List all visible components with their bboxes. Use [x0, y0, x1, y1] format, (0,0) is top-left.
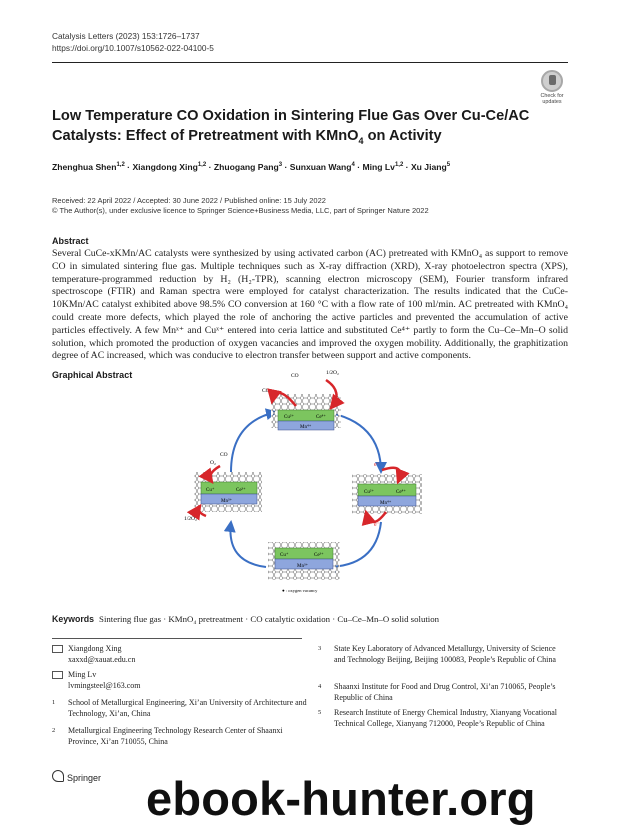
keywords-line — [52, 614, 568, 624]
label-ce-left: Ce³⁺ — [236, 488, 246, 493]
label-co-left: CO — [220, 452, 228, 458]
label-ce-bottom: Ce³⁺ — [314, 553, 324, 558]
label-o2-left: O₂ — [210, 460, 216, 466]
received-accepted-line: Received: 22 April 2022 / Accepted: 30 June 2022 / Published online: 15 July 2022 — [52, 196, 326, 205]
legend-oxygen-vacancy: ● : oxygen vacancy — [282, 588, 318, 593]
label-cu-top: Cu²⁺ — [284, 415, 294, 420]
footnote-rule — [52, 638, 302, 639]
corresponding-author-1 — [52, 644, 312, 666]
watermark: ebook-hunter.org — [146, 772, 536, 825]
label-cu-bottom: Cu⁺ — [280, 553, 289, 558]
label-mn-bottom: Mn³⁺ — [297, 564, 309, 569]
label-e-right: e⁻ — [374, 462, 380, 468]
keywords-text: Sintering flue gas · KMnO₄ pretreatment · CO catalytic oxidation · Cu–Ce–Mn–O solid solution — [99, 614, 440, 624]
publisher-name: Springer — [67, 773, 102, 783]
title-part-1: Low Temperature CO Oxidation in Sintering Flue Gas Over Cu-Ce/AC Catalysts: Effect of Pretreatment with KMnO — [52, 108, 530, 144]
affiliation-1: 1 School of Metallurgical Engineering, Xi’an University of Architecture and Technology, Xi’an, China — [52, 698, 307, 718]
abstract-text: Several CuCe-xKMn/AC catalysts were synthesized by using activated carbon (AC) pretreated with KMnO₄ as support to remove CO in simulated sintering flue gas. Multiple techniques such as X-ray diffraction (XRD), X-ray photoelectron spectra (XPS), temperature-programmed reduction by H₂ (H₂-TPR), scanning electron microscopy (SEM), Fourier transform infrared spectroscope (FTIR) and Raman spectra were employed for catalyst characterization. The results indicated that the CuCe-10KMn/AC catalyst exhibited above 98.5% CO conversion at 160 °C with a flow rate of 100 ml/min. AC pretreated with KMnO₄ could create more defects, which played the role of anchoring the active particles and prevented the accumulation of active particles effectively. A few Mnˣ⁺ and Cuˣ⁺ entered into ceria lattice and substituted Ce⁴⁺ partly to form the Cu–Ce–Mn–O solid solution, which promoted the production of oxygen vacancies and improved the oxygen mobility. Additionally, the graphitization degree of AC increased, which was conducive to electron transfer between support and active components. — [52, 248, 568, 362]
abstract-heading: Abstract — [52, 236, 89, 246]
cycle-arrow-left-top — [231, 412, 276, 472]
label-cu-right: Cu²⁺ — [364, 490, 374, 495]
label-o2-top: 1/2O₂ — [326, 370, 339, 376]
journal-citation: Catalysis Letters (2023) 153:1726–1737 — [52, 31, 200, 41]
catalyst-unit-bottom — [268, 542, 340, 593]
graphical-abstract-heading: Graphical Abstract — [52, 370, 133, 380]
corr-author-name: Xiangdong Xing — [68, 644, 122, 653]
author[interactable]: Zhuogang Pang$^3$ — [213, 162, 283, 172]
label-co-top: CO — [291, 373, 299, 379]
catalyst-unit-left — [184, 452, 262, 522]
envelope-icon — [52, 645, 63, 653]
affiliation-3: 3 State Key Laboratory of Advanced Metallurgy, University of Science and Technology Beijing, Beijing 100083, People’s Republic of China — [318, 644, 556, 664]
graphical-abstract-figure — [176, 362, 436, 602]
author-list: Zhenghua Shen$^{1,2}$ · Xiangdong Xing$^{1,2}$ · Zhuogang Pang$^3$ · Sunxuan Wang$^4$ · Ming Lv$^{1,2}$ · Xu Jiang$^5$ — [52, 162, 451, 172]
header-rule — [52, 62, 568, 63]
author[interactable]: Zhenghua Shen$^{1,2}$ — [52, 162, 125, 172]
label-e-right-2: e⁻ — [374, 522, 380, 528]
springer-horse-icon — [52, 770, 64, 782]
journal-header — [52, 30, 214, 54]
corresponding-author-2 — [52, 670, 312, 692]
springer-logo — [52, 770, 101, 783]
label-ce-right: Ce⁴⁺ — [396, 490, 406, 495]
author[interactable]: Xiangdong Xing$^{1,2}$ — [132, 162, 207, 172]
label-mn-left: Mn³⁺ — [221, 499, 233, 504]
corr-author-email[interactable]: xaxxd@xauat.edu.cn — [68, 654, 136, 664]
article-title — [52, 106, 532, 151]
doi-link[interactable]: https://doi.org/10.1007/s10562-022-04100-5 — [52, 43, 214, 53]
label-half-o2-left: 1/2O₂ — [184, 516, 197, 522]
author[interactable]: Ming Lv$^{1,2}$ — [362, 162, 404, 172]
author[interactable]: Xu Jiang$^5$ — [410, 162, 451, 172]
keywords-label: Keywords — [52, 614, 95, 624]
author[interactable]: Sunxuan Wang$^4$ — [289, 162, 355, 172]
cycle-arrow-bottom-left — [230, 522, 266, 567]
corr-author-name: Ming Lv — [68, 670, 97, 679]
affiliation-2: 2 Metallurgical Engineering Technology Research Center of Shaanxi Province, Xi’an 710055, China — [52, 726, 283, 746]
title-part-2: on Activity — [363, 128, 442, 144]
crossmark-label: Check for updates — [540, 93, 564, 105]
crossmark-icon — [541, 70, 563, 92]
label-mn-top: Mn⁴⁺ — [300, 425, 312, 430]
label-co2-top: CO₂ — [262, 388, 272, 394]
label-ce-top: Ce⁴⁺ — [316, 415, 326, 420]
label-cu-left: Cu⁺ — [206, 488, 215, 493]
affiliation-5: 5 Research Institute of Energy Chemical Industry, Xianyang Vocational Technical College, Xianyang 712000, People’s Republic of China — [318, 708, 557, 728]
check-for-updates-badge[interactable] — [536, 70, 568, 104]
publication-dates — [52, 196, 568, 216]
corr-author-email[interactable]: lvmingsteel@163.com — [68, 680, 141, 690]
title-subscript: 4 — [358, 135, 364, 146]
label-mn-right: Mn⁴⁺ — [380, 501, 392, 506]
copyright-line: © The Author(s), under exclusive licence to Springer Science+Business Media, LLC, part of Springer Nature 2022 — [52, 206, 429, 215]
catalyst-unit-top — [262, 370, 341, 430]
envelope-icon — [52, 671, 63, 679]
affiliation-4: 4 Shaanxi Institute for Food and Drug Control, Xi’an 710065, People’s Republic of China — [318, 682, 556, 702]
catalyst-unit-right — [352, 462, 422, 528]
